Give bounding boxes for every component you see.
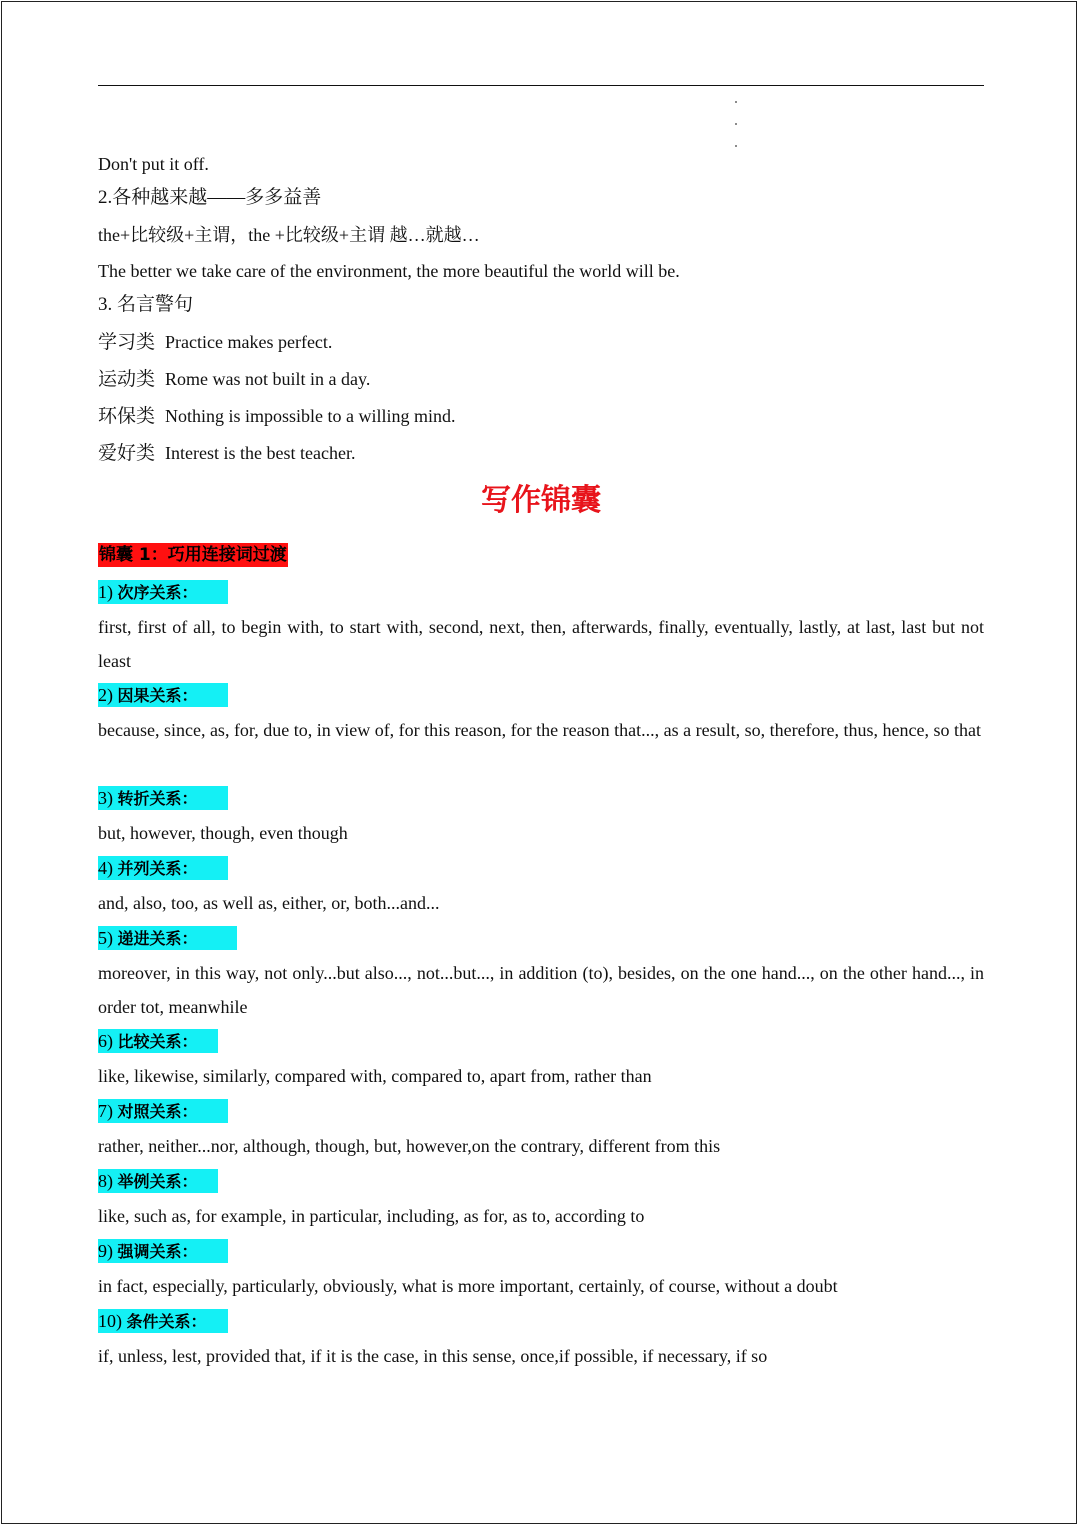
category-title: 条件关系：	[126, 1312, 207, 1331]
category-title: 次序关系：	[117, 583, 198, 602]
category-label	[98, 786, 228, 810]
category-title: 递进关系：	[117, 929, 198, 948]
category-label	[98, 1239, 228, 1263]
comparative-example: The better we take care of the environment, the more beautiful the world will be.	[98, 261, 680, 281]
quote-line	[98, 441, 355, 466]
category-number: 8)	[98, 1171, 113, 1191]
quote-tag: 爱好类	[98, 443, 156, 464]
category-title: 比较关系：	[117, 1032, 198, 1051]
category-words: and, also, too, as well as, either, or, both...and...	[98, 893, 440, 913]
category-number: 6)	[98, 1031, 113, 1051]
category-title: 并列关系：	[117, 859, 198, 878]
category-words: rather, neither...nor, although, though, but, however,on the contrary, different from this	[98, 1136, 721, 1156]
category-words: like, such as, for example, in particular, including, as for, as to, according to	[98, 1206, 645, 1226]
category-number: 2)	[98, 685, 113, 705]
category-number: 4)	[98, 858, 113, 878]
category-title: 对照关系：	[117, 1102, 198, 1121]
category-number: 3)	[98, 788, 113, 808]
category-number: 10)	[98, 1311, 122, 1331]
category-title: 举例关系：	[117, 1172, 198, 1191]
decorative-dot	[735, 123, 737, 125]
category-words: but, however, though, even though	[98, 823, 348, 843]
tip1-heading: 锦囊 1：巧用连接词过渡	[99, 545, 287, 565]
quote-text: Rome was not built in a day.	[165, 369, 371, 389]
section2-title: 2.各种越来越——多多益善	[98, 187, 322, 208]
text-dont-put-off: Don't put it off.	[98, 154, 209, 174]
category-label	[98, 683, 228, 707]
category-number: 5)	[98, 928, 113, 948]
category-label	[98, 856, 228, 880]
quote-line	[98, 404, 456, 429]
category-number: 1)	[98, 582, 113, 602]
header-rule	[98, 85, 984, 86]
category-title: 因果关系：	[117, 686, 198, 705]
quote-text: Interest is the best teacher.	[165, 443, 356, 463]
category-label	[98, 580, 228, 604]
category-words: if, unless, lest, provided that, if it is the case, in this sense, once,if possible, if necessary, if so	[98, 1346, 768, 1366]
category-words: moreover, in this way, not only...but also..., not...but..., in addition (to), besides, on the one hand..., on the other hand..., in order tot, meanwhile	[98, 963, 984, 1017]
category-label	[98, 1169, 218, 1193]
category-label	[98, 1099, 228, 1123]
category-words: like, likewise, similarly, compared with, compared to, apart from, rather than	[98, 1066, 652, 1086]
quote-tag: 运动类	[98, 369, 156, 390]
decorative-dot	[735, 145, 737, 147]
decorative-dot	[735, 101, 737, 103]
category-words: because, since, as, for, due to, in view of, for this reason, for the reason that..., as a result, so, therefore, thus, hence, so that	[98, 720, 982, 740]
category-title: 转折关系：	[117, 789, 198, 808]
quote-line	[98, 367, 370, 392]
quote-text: Nothing is impossible to a willing mind.	[165, 406, 456, 426]
category-number: 7)	[98, 1101, 113, 1121]
quote-tag: 学习类	[98, 332, 156, 353]
comparative-pattern: the+比较级+主谓，the +比较级+主谓 越…就越…	[98, 225, 480, 245]
quote-text: Practice makes perfect.	[165, 332, 333, 352]
writing-section-title: 写作锦囊	[481, 483, 601, 518]
quote-tag: 环保类	[98, 406, 156, 427]
category-title: 强调关系：	[117, 1242, 198, 1261]
section3-title: 3. 名言警句	[98, 294, 194, 315]
category-number: 9)	[98, 1241, 113, 1261]
category-words: first, first of all, to begin with, to start with, second, next, then, afterwards, finally, eventually, lastly, at last, last but not least	[98, 617, 984, 671]
category-label	[98, 926, 237, 950]
quote-line	[98, 330, 332, 355]
category-label	[98, 1029, 218, 1053]
category-label	[98, 1309, 228, 1333]
category-words: in fact, especially, particularly, obviously, what is more important, certainly, of course, without a doubt	[98, 1276, 838, 1296]
